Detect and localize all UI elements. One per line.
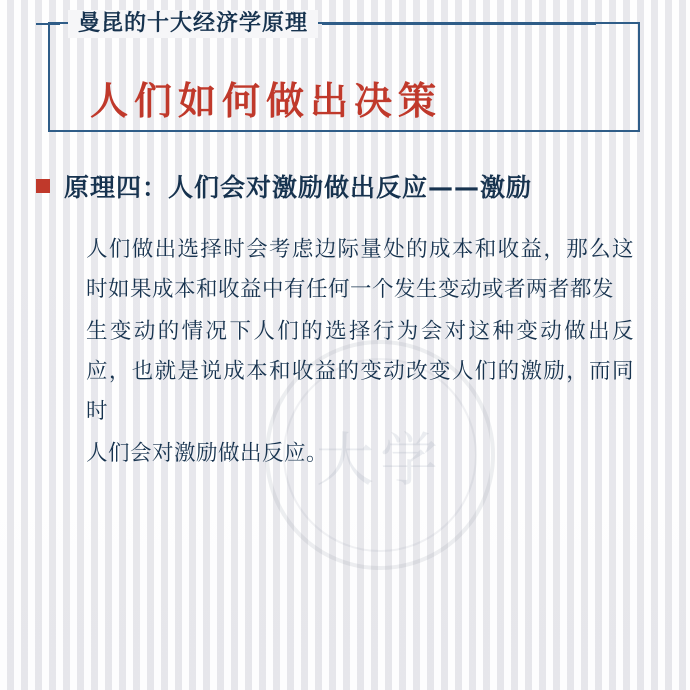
paragraph: 人们会对激励做出反应。: [86, 441, 329, 466]
header-box: [48, 11, 640, 132]
watermark-text: 大学: [315, 426, 444, 494]
kicker-rule-right: [322, 23, 596, 25]
header-inner: [50, 11, 638, 130]
content-area: [0, 168, 690, 476]
square-bullet-icon: [36, 179, 50, 193]
principle-title: 原理四：人们会对激励做出反应——激励: [64, 173, 533, 202]
principle-heading: [0, 168, 690, 204]
kicker-wrap: [36, 10, 596, 38]
kicker-text: 曼昆的十大经济学原理: [68, 10, 318, 38]
page-title: 人们如何做出决策: [90, 79, 443, 123]
paragraph-list: [0, 230, 690, 474]
paragraph: 生变动的情况下人们的选择行为会对这种变动做出反应，也就是说成本和收益的变动改变人们的激励，而同时: [86, 319, 634, 424]
paragraph: 人们做出选择时会考虑边际量处的成本和收益，那么这时如果成本和收益中有任何一个发生变动或者两者都发: [86, 237, 634, 302]
kicker-rule-left: [36, 23, 60, 25]
